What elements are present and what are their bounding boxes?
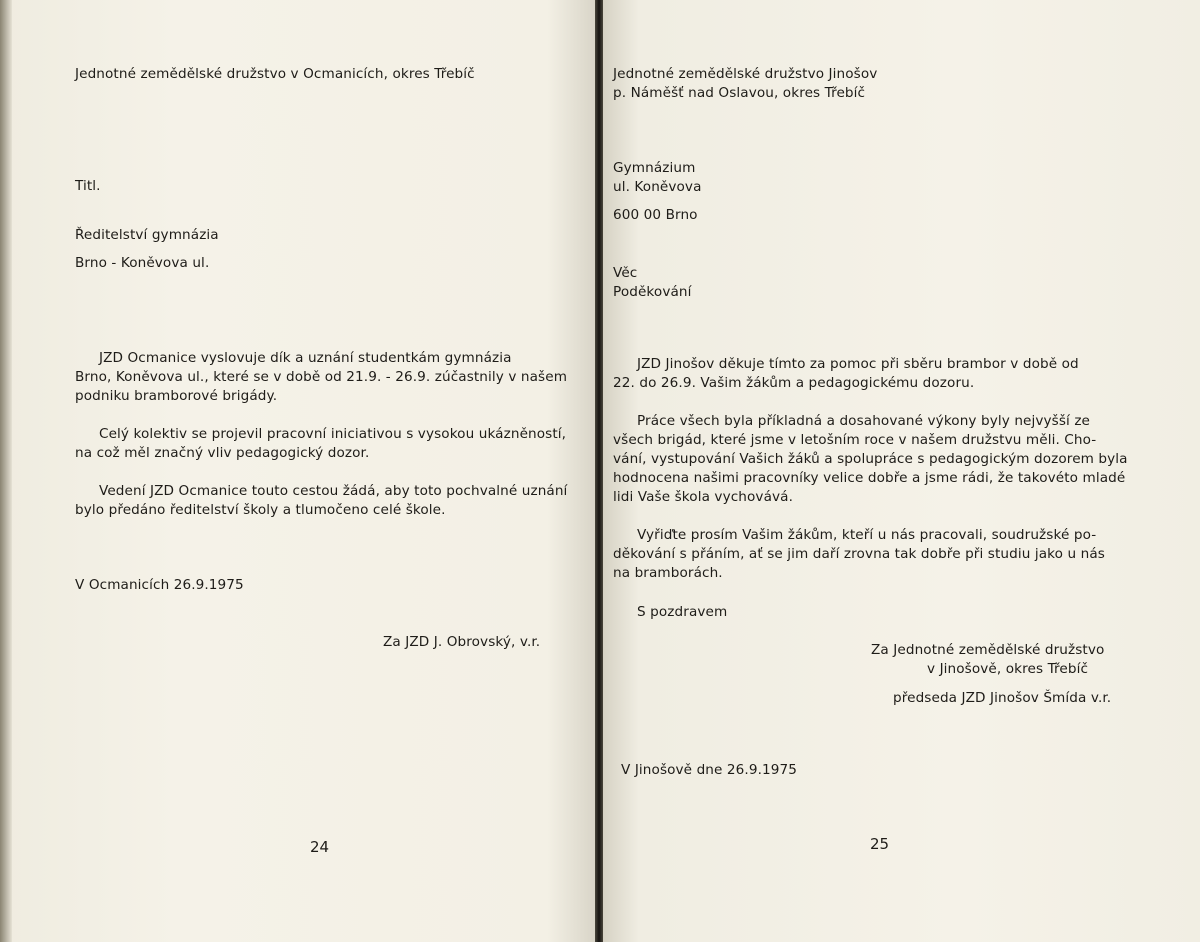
left-page	[0, 0, 595, 942]
paragraph-1-line-2: Brno, Koněvova ul., které se v době od 21.9. - 26.9. zúčastnily v našem	[75, 369, 568, 385]
signature: Za JZD J. Obrovský, v.r.	[383, 634, 541, 650]
paragraph-3-line-2: děkování s přáním, ať se jim daří zrovna tak dobře při studiu jako u nás	[613, 546, 1105, 562]
address-line-3: 600 00 Brno	[613, 207, 698, 223]
paragraph-2-line-2: na což měl značný vliv pedagogický dozor.	[75, 445, 370, 461]
paragraph-2-line-5: lidi Vaše škola vychovává.	[613, 489, 794, 505]
right-page	[603, 0, 1200, 942]
letter-header: Jednotné zemědělské družstvo v Ocmanicích, okres Třebíč	[75, 66, 475, 82]
paragraph-2-line-1: Práce všech byla příkladná a dosahované výkony byly nejvyšší ze	[637, 413, 1091, 429]
paragraph-1-line-2: 22. do 26.9. Vašim žákům a pedagogickému dozoru.	[613, 375, 975, 391]
page-number: 24	[310, 838, 330, 856]
recipient-line-2: Brno - Koněvova ul.	[75, 255, 210, 271]
page-number: 25	[870, 835, 890, 853]
paragraph-1-line-1: JZD Ocmanice vyslovuje dík a uznání studentkám gymnázia	[99, 350, 512, 366]
signature-line-2: v Jinošově, okres Třebíč	[927, 661, 1089, 677]
salutation: Titl.	[75, 178, 101, 194]
subject-label: Věc	[613, 265, 638, 281]
recipient-line-1: Ředitelství gymnázia	[75, 227, 219, 243]
paragraph-3-line-1: Vedení JZD Ocmanice touto cestou žádá, aby toto pochvalné uznání	[99, 483, 568, 499]
address-line-1: Gymnázium	[613, 160, 696, 176]
closing: S pozdravem	[637, 604, 728, 620]
signature-line-3: předseda JZD Jinošov Šmída v.r.	[893, 690, 1112, 706]
paragraph-2-line-3: vání, vystupování Vašich žáků a spolupráce s pedagogickým dozorem byla	[613, 451, 1128, 467]
page-edge	[0, 0, 12, 942]
signature-line-1: Za Jednotné zemědělské družstvo	[871, 642, 1105, 658]
place-date: V Ocmanicích 26.9.1975	[75, 577, 244, 593]
subject: Poděkování	[613, 284, 692, 300]
paragraph-3-line-3: na bramborách.	[613, 565, 723, 581]
address-line-2: ul. Koněvova	[613, 179, 702, 195]
book-spine	[595, 0, 603, 942]
paragraph-1-line-3: podniku bramborové brigády.	[75, 388, 278, 404]
paragraph-3-line-2: bylo předáno ředitelství školy a tlumočeno celé škole.	[75, 502, 446, 518]
letter-header-line-2: p. Náměšť nad Oslavou, okres Třebíč	[613, 85, 866, 101]
paragraph-1-line-1: JZD Jinošov děkuje tímto za pomoc při sběru brambor v době od	[637, 356, 1079, 372]
paragraph-2-line-2: všech brigád, které jsme v letošním roce v našem družstvu měli. Cho-	[613, 432, 1097, 448]
paragraph-2-line-1: Celý kolektiv se projevil pracovní iniciativou s vysokou ukázněností,	[99, 426, 567, 442]
place-date: V Jinošově dne 26.9.1975	[621, 762, 797, 778]
letter-header-line-1: Jednotné zemědělské družstvo Jinošov	[613, 66, 878, 82]
paragraph-3-line-1: Vyřiďte prosím Vašim žákům, kteří u nás pracovali, soudružské po-	[637, 527, 1097, 543]
paragraph-2-line-4: hodnocena našimi pracovníky velice dobře a jsme rádi, že takovéto mladé	[613, 470, 1126, 486]
